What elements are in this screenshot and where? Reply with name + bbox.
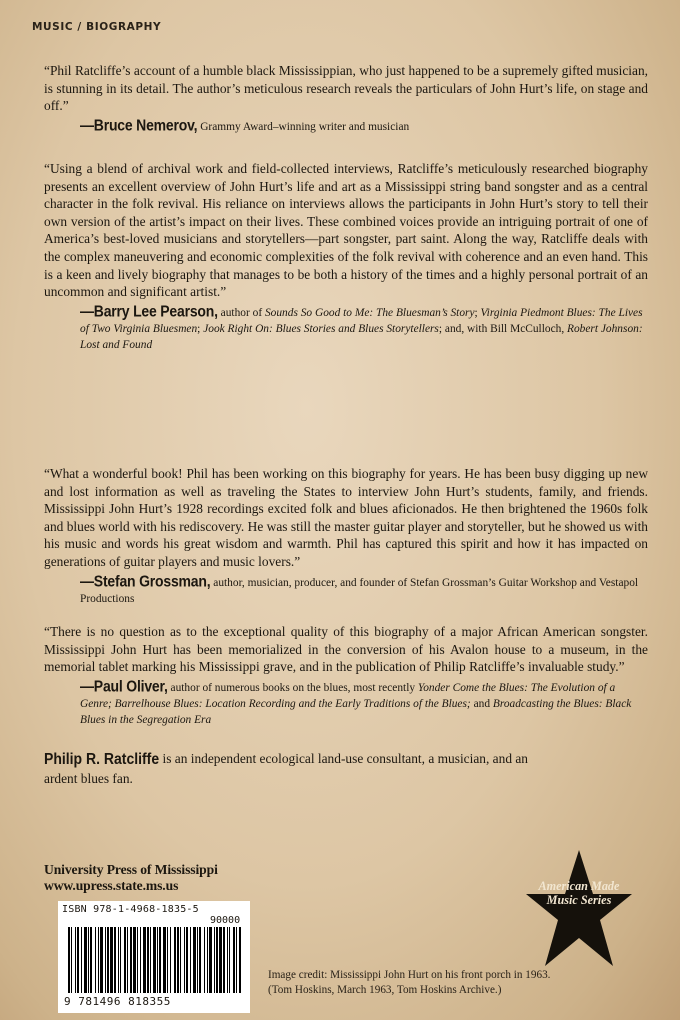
isbn-barcode <box>58 901 250 1013</box>
price-code: 90000 <box>210 915 241 926</box>
barcode-bar <box>88 927 89 993</box>
attribution-credit: Grammy Award–winning writer and musician <box>197 120 410 133</box>
barcode-bar <box>180 927 181 993</box>
attribution-credit: author of <box>217 306 265 319</box>
barcode-bar <box>197 927 198 993</box>
barcode-bar <box>229 927 230 993</box>
barcode-bar <box>236 927 237 993</box>
publisher-url: www.upress.state.ms.us <box>44 878 179 894</box>
separator: ; <box>197 322 204 335</box>
barcode-bar <box>95 927 96 993</box>
blurb-attribution <box>80 303 648 354</box>
attribution-credit: ; and, with Bill McCulloch, <box>438 322 568 335</box>
barcode-bar <box>167 927 168 993</box>
barcode-bar <box>193 927 196 993</box>
barcode-bar <box>100 927 103 993</box>
series-line-2: Music Series <box>546 892 612 907</box>
barcode-bar <box>137 927 138 993</box>
author-bio <box>44 748 544 789</box>
book-title: Sounds So Good to Me: The Bluesman’s Story <box>264 306 475 319</box>
image-credit <box>268 968 648 998</box>
isbn-number: ISBN 978-1-4968-1835-5 <box>62 904 199 915</box>
barcode-bar <box>186 927 188 993</box>
image-credit-line-2: (Tom Hoskins, March 1963, Tom Hoskins Archive.) <box>268 984 502 996</box>
barcode-bar <box>216 927 218 993</box>
blurb-attribution <box>80 117 648 135</box>
barcode-bar <box>75 927 76 993</box>
barcode-bar <box>163 927 166 993</box>
barcode-bar <box>207 927 208 993</box>
blurb-nemerov <box>44 62 648 135</box>
attribution-name: —Paul Oliver, <box>80 676 168 695</box>
blurb-pearson <box>44 160 648 353</box>
barcode-bar <box>143 927 146 993</box>
author-bio-text: is an independent ecological land-use consultant, a musician, and an ardent blues fan. <box>44 751 528 786</box>
barcode-bar <box>124 927 126 993</box>
barcode-digits: 9 781496 818355 <box>64 995 171 1008</box>
barcode-bar <box>227 927 228 993</box>
blurb-attribution <box>80 678 648 729</box>
attribution-name: —Bruce Nemerov, <box>80 115 198 134</box>
barcode-bar <box>147 927 149 993</box>
book-title: Jook Right On: Blues Stories and Blues Storytellers <box>203 322 439 335</box>
barcode-bar <box>177 927 179 993</box>
barcode-bar <box>140 927 141 993</box>
barcode-bar <box>98 927 99 993</box>
barcode-bar <box>223 927 225 993</box>
book-title: Robert Johnson: Lost and Found <box>80 322 643 352</box>
barcode-bar <box>153 927 156 993</box>
blurb-quote: “Phil Ratcliffe’s account of a humble black Mississippian, who just happened to be a supremely gifted musician, is stunning in its detail. The author’s meticulous research reveals the particulars of John Hurt’s life, on stage and off.” <box>44 63 648 114</box>
author-name: Philip R. Ratcliffe <box>44 748 160 768</box>
barcode-bar <box>214 927 215 993</box>
barcode-bar <box>71 927 72 993</box>
publisher-block <box>44 862 218 895</box>
attribution-credit: and <box>470 697 493 710</box>
barcode-bar <box>114 927 116 993</box>
attribution-credit: author, musician, producer, and founder of Stefan Grossman’s Guitar Workshop and Vestapol Productions <box>80 576 639 605</box>
barcode-bar <box>110 927 113 993</box>
barcode-bar <box>190 927 191 993</box>
publisher-name: University Press of Mississippi <box>44 862 218 877</box>
barcode-bar <box>77 927 79 993</box>
barcode-bars <box>66 927 244 995</box>
barcode-bar <box>84 927 87 993</box>
barcode-bar <box>107 927 109 993</box>
barcode-bar <box>118 927 119 993</box>
barcode-bar <box>159 927 161 993</box>
barcode-bar <box>90 927 92 993</box>
barcode-bar <box>219 927 222 993</box>
book-title: Broadcasting the Blues: Black Blues in the Segregation Era <box>80 697 632 727</box>
barcode-bar <box>120 927 121 993</box>
barcode-bar <box>157 927 158 993</box>
attribution-name: —Barry Lee Pearson, <box>80 301 218 320</box>
barcode-bar <box>199 927 201 993</box>
barcode-bar <box>127 927 128 993</box>
blurb-quote: “There is no question as to the exceptional quality of this biography of a major African American songster. Mississippi John Hurt has been memorialized in the conversion of his Avalon house to a museum, in the memorial tablet marking his Mississippi grave, and in the publication of Philip Ratcliffe’s invaluable study.” <box>44 624 648 675</box>
barcode-bar <box>130 927 132 993</box>
book-title: Virginia Piedmont Blues: The Lives of Two Virginia Bluesmen <box>80 306 643 335</box>
series-line-1: American Made <box>538 879 620 893</box>
blurb-quote: “Using a blend of archival work and field-collected interviews, Ratcliffe’s meticulously researched biography presents an excellent overview of John Hurt’s life and art as a Mississippi string band songster and as a central character in the folk revival. His reliance on interviews allows the participants in John Hurt’s story to tell their own version of the artist’s impact on their lives. These combined voices provide an intriguing portrait of one of America’s best-loved musicians and storytellers—part songster, part saint. Along the way, Ratcliffe deals with the complex maneuvering and economic complexities of the folk revival with coherence and an even hand. This is a keen and lively biography that manages to be both a history of the times and a highly personal portrait of an uncommon and significant artist.” <box>44 161 648 300</box>
category-label: MUSIC / BIOGRAPHY <box>32 21 162 33</box>
attribution-name: —Stefan Grossman, <box>80 571 211 590</box>
book-title: Yonder Come the Blues: The Evolution of a Genre; Barrelhouse Blues: Location Recording and the Early Traditions of the Blues; <box>80 681 616 710</box>
barcode-bar <box>174 927 176 993</box>
blurb-attribution <box>80 573 648 607</box>
barcode-bar <box>170 927 171 993</box>
blurb-quote: “What a wonderful book! Phil has been working on this biography for years. He has been busy digging up new and lost information as well as traveling the States to interview John Hurt’s students, family, and friends. Mississippi John Hurt’s 1928 recordings excited folk and blues aficionados. He then brightened the 1960s folk and blues world with his rediscovery. He was still the master guitar player and storyteller, but he showed us with his music and words his great wisdom and warmth. Phil has captured this spirit and how it has impacted on generations of guitar players and music lovers.” <box>44 466 648 569</box>
barcode-bar <box>68 927 70 993</box>
series-logo-text <box>527 880 631 907</box>
barcode-bar <box>184 927 185 993</box>
barcode-bar <box>150 927 151 993</box>
image-credit-line-1: Image credit: Mississippi John Hurt on his front porch in 1963. <box>268 969 551 981</box>
barcode-bar <box>233 927 235 993</box>
attribution-credit: author of numerous books on the blues, most recently <box>167 681 418 694</box>
barcode-bar <box>133 927 136 993</box>
barcode-bar <box>239 927 241 993</box>
blurb-oliver <box>44 623 648 728</box>
blurb-grossman <box>44 465 648 607</box>
barcode-bar <box>81 927 82 993</box>
separator: ; <box>474 306 481 319</box>
barcode-bar <box>204 927 205 993</box>
barcode-bar <box>105 927 106 993</box>
barcode-bar <box>209 927 212 993</box>
